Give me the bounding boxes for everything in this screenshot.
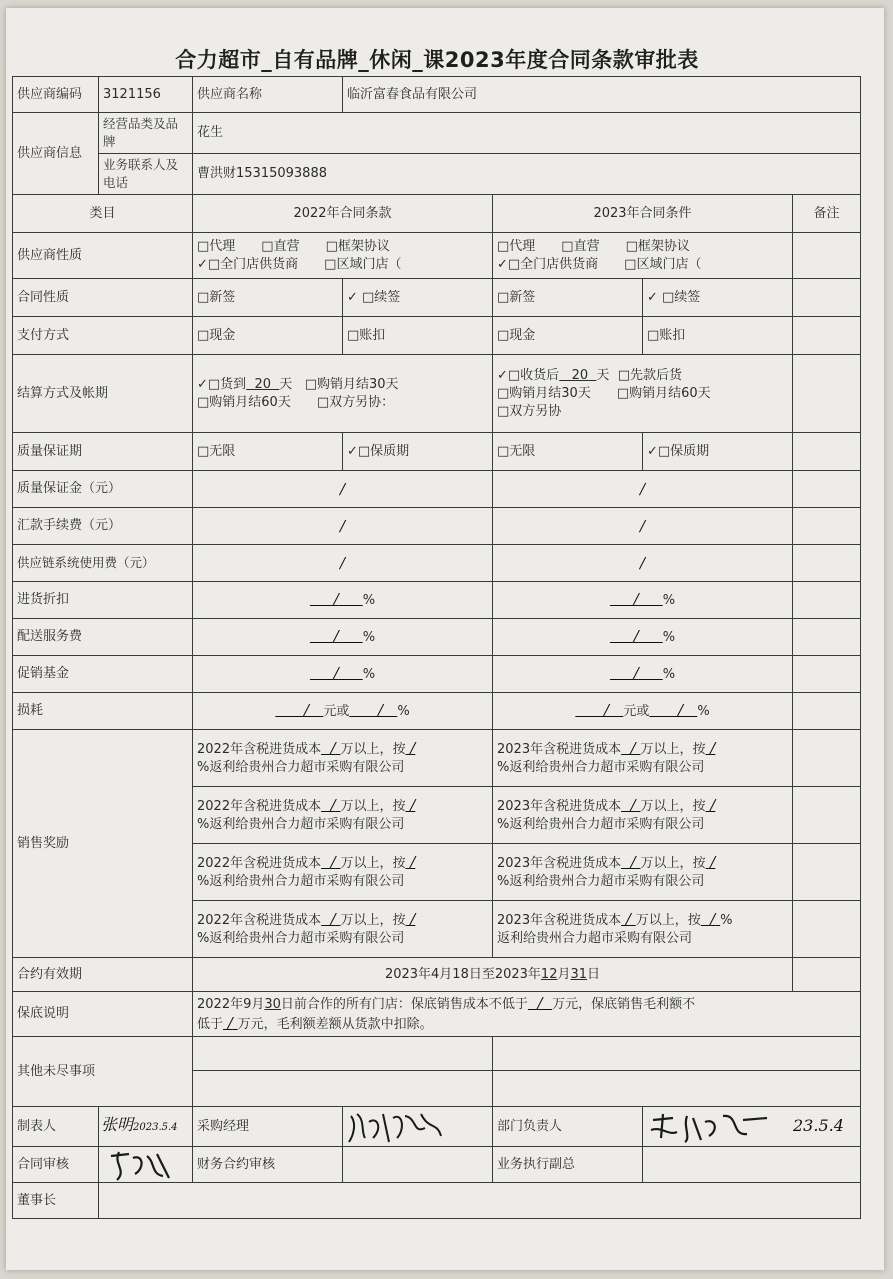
- promo-label: 促销基金: [13, 656, 193, 693]
- nature-label: 供应商性质: [13, 233, 193, 279]
- delivery-label: 配送服务费: [13, 619, 193, 656]
- other-2023-line2: [493, 1071, 861, 1107]
- sales-reward-2022-tier2: 2022年含税进货成本 / 万以上，按 / %返利给贵州合力超市采购有限公司: [193, 787, 493, 844]
- payment-2022-cash: □现金: [193, 317, 343, 355]
- buyer-signature: [343, 1107, 493, 1147]
- delivery-2022: / %: [193, 619, 493, 656]
- remit-fee-label: 汇款手续费（元）: [13, 508, 193, 545]
- approval-form-table: [12, 76, 861, 1219]
- supplier-name-label: 供应商名称: [193, 77, 343, 113]
- buyer-signature-mark: [343, 1108, 483, 1146]
- warranty-remark: [793, 433, 861, 471]
- payment-2023-cash: □现金: [493, 317, 643, 355]
- scm-fee-label: 供应链系统使用费（元）: [13, 545, 193, 582]
- warranty-2023-none: □无限: [493, 433, 643, 471]
- settlement-label: 结算方式及帐期: [13, 355, 193, 433]
- sales-reward-remark-2: [793, 787, 861, 844]
- nature-2022-line1: □代理 □直营 □框架协议: [197, 238, 390, 254]
- supplier-info-label: 供应商信息: [13, 113, 99, 195]
- contract-remark: [793, 279, 861, 317]
- other-2022-line1: [193, 1037, 493, 1071]
- warranty-label: 质量保证期: [13, 433, 193, 471]
- deposit-remark: [793, 471, 861, 508]
- discount-2022: / %: [193, 582, 493, 619]
- settlement-2022-line1: ✓□货到 20 天 □购销月结30天: [197, 376, 399, 392]
- nature-2022-line2: ✓□全门店供货商 □区域门店（: [197, 256, 402, 272]
- discount-remark: [793, 582, 861, 619]
- loss-2022: / 元或 / %: [193, 693, 493, 730]
- scm-fee-2022: /: [193, 545, 493, 582]
- nature-2023-line1: □代理 □直营 □框架协议: [497, 238, 690, 254]
- sales-reward-remark-4: [793, 901, 861, 958]
- chair-signature: [99, 1183, 861, 1219]
- supplier-code: 3121156: [99, 77, 193, 113]
- delivery-2023: / %: [493, 619, 793, 656]
- dept-label: 部门负责人: [493, 1107, 643, 1147]
- contract-type-label: 合同性质: [13, 279, 193, 317]
- scm-fee-2023: /: [493, 545, 793, 582]
- dept-date: 23.5.4: [793, 1116, 844, 1135]
- payment-2022-deduct: □账扣: [343, 317, 493, 355]
- deposit-2022: /: [193, 471, 493, 508]
- promo-2023: / %: [493, 656, 793, 693]
- review-label: 合同审核: [13, 1147, 99, 1183]
- header-2023: 2023年合同条件: [493, 195, 793, 233]
- promo-2022: / %: [193, 656, 493, 693]
- delivery-remark: [793, 619, 861, 656]
- finance-signature: [343, 1147, 493, 1183]
- header-2022: 2022年合同条款: [193, 195, 493, 233]
- warranty-2022-period: ✓□保质期: [343, 433, 493, 471]
- warranty-2022-none: □无限: [193, 433, 343, 471]
- guarantee-label: 保底说明: [13, 992, 193, 1037]
- maker-signature: [99, 1107, 193, 1147]
- dept-signature: [643, 1107, 861, 1147]
- discount-2023: / %: [493, 582, 793, 619]
- deposit-2023: /: [493, 471, 793, 508]
- vp-signature: [643, 1147, 861, 1183]
- warranty-2023-period: ✓□保质期: [643, 433, 793, 471]
- contact-label: 业务联系人及电话: [99, 154, 193, 195]
- deposit-label: 质量保证金（元）: [13, 471, 193, 508]
- vp-label: 业务执行副总: [493, 1147, 643, 1183]
- guarantee-value: 2022年9月30日前合作的所有门店：保底销售成本不低于 / 万元，保底销售毛利额不 低于 / 万元，毛利额差额从货款中扣除。: [193, 992, 861, 1037]
- contract-2023-new: □新签: [493, 279, 643, 317]
- review-signature-mark: [99, 1148, 189, 1182]
- sales-reward-2022-tier4: 2022年含税进货成本 / 万以上，按 / %返利给贵州合力超市采购有限公司: [193, 901, 493, 958]
- contract-2023-renew: ✓ □续签: [643, 279, 793, 317]
- dept-signature-mark: [643, 1108, 793, 1146]
- nature-2023-line2: ✓□全门店供货商 □区域门店（: [497, 256, 702, 272]
- form-title: 合力超市_自有品牌_休闲_课2023年度合同条款审批表: [175, 48, 699, 72]
- contract-2022-renew: ✓ □续签: [343, 279, 493, 317]
- supplier-code-label: 供应商编码: [13, 77, 99, 113]
- header-item: 类目: [13, 195, 193, 233]
- promo-remark: [793, 656, 861, 693]
- settlement-2023-line1: ✓□收货后 20 天 □先款后货: [497, 367, 682, 383]
- loss-2023: / 元或 / %: [493, 693, 793, 730]
- settlement-2023-line2: □购销月结30天 □购销月结60天: [497, 385, 711, 401]
- sales-reward-remark-1: [793, 730, 861, 787]
- validity-value: 2023年4月18日至2023年12月31日: [193, 958, 793, 992]
- payment-remark: [793, 317, 861, 355]
- sales-reward-remark-3: [793, 844, 861, 901]
- settlement-2023: [493, 355, 793, 433]
- remit-fee-2023: /: [493, 508, 793, 545]
- validity-remark: [793, 958, 861, 992]
- review-signature: [99, 1147, 193, 1183]
- validity-label: 合约有效期: [13, 958, 193, 992]
- maker-date: 2023.5.4: [133, 1122, 178, 1133]
- finance-label: 财务合约审核: [193, 1147, 343, 1183]
- other-2023-line1: [493, 1037, 861, 1071]
- scm-fee-remark: [793, 545, 861, 582]
- other-2022-line2: [193, 1071, 493, 1107]
- category-value: 花生: [193, 113, 861, 154]
- header-remark: 备注: [793, 195, 861, 233]
- payment-2023-deduct: □账扣: [643, 317, 793, 355]
- nature-remark: [793, 233, 861, 279]
- other-label: 其他未尽事项: [13, 1037, 193, 1107]
- contact-value: 曹洪财15315093888: [193, 154, 861, 195]
- sales-reward-2023-tier2: 2023年含税进货成本 / 万以上，按 / %返利给贵州合力超市采购有限公司: [493, 787, 793, 844]
- sales-reward-2022-tier3: 2022年含税进货成本 / 万以上，按 / %返利给贵州合力超市采购有限公司: [193, 844, 493, 901]
- nature-2023: [493, 233, 793, 279]
- sales-reward-2023-tier4: 2023年含税进货成本 / 万以上，按 / % 返利给贵州合力超市采购有限公司: [493, 901, 793, 958]
- settlement-remark: [793, 355, 861, 433]
- settlement-2022: [193, 355, 493, 433]
- remit-fee-remark: [793, 508, 861, 545]
- loss-label: 损耗: [13, 693, 193, 730]
- chair-label: 董事长: [13, 1183, 99, 1219]
- sales-reward-label: 销售奖励: [13, 730, 193, 958]
- nature-2022: [193, 233, 493, 279]
- settlement-2023-line3: □双方另协: [497, 403, 562, 419]
- maker-sig-text: 张明: [101, 1115, 134, 1134]
- buyer-label: 采购经理: [193, 1107, 343, 1147]
- category-label: 经营品类及品牌: [99, 113, 193, 154]
- loss-remark: [793, 693, 861, 730]
- sales-reward-2023-tier3: 2023年含税进货成本 / 万以上，按 / %返利给贵州合力超市采购有限公司: [493, 844, 793, 901]
- remit-fee-2022: /: [193, 508, 493, 545]
- maker-label: 制表人: [13, 1107, 99, 1147]
- contract-2022-new: □新签: [193, 279, 343, 317]
- supplier-name: 临沂富春食品有限公司: [343, 77, 861, 113]
- payment-label: 支付方式: [13, 317, 193, 355]
- settlement-2022-line2: □购销月结60天 □双方另协：: [197, 394, 395, 410]
- sales-reward-2022-tier1: 2022年含税进货成本 / 万以上，按 / %返利给贵州合力超市采购有限公司: [193, 730, 493, 787]
- discount-label: 进货折扣: [13, 582, 193, 619]
- sales-reward-2023-tier1: 2023年含税进货成本 / 万以上，按 / %返利给贵州合力超市采购有限公司: [493, 730, 793, 787]
